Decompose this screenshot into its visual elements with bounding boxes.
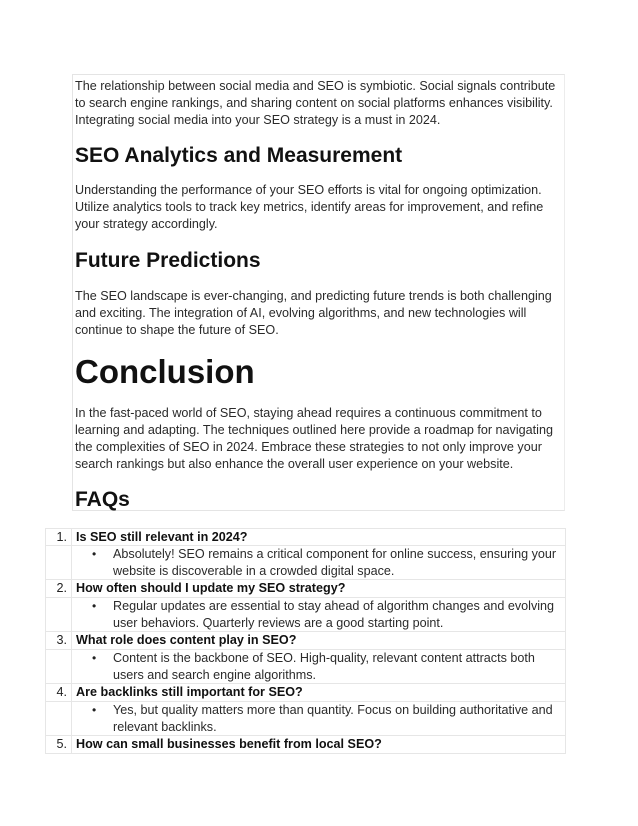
faq-number: 1.: [46, 529, 72, 545]
bullet-icon: •: [92, 547, 97, 561]
faq-number: 5.: [46, 736, 72, 753]
faq-question: How can small businesses benefit from local SEO?: [76, 737, 382, 751]
faq-question-row: [45, 528, 566, 546]
faq-question-row: [45, 580, 566, 598]
faq-question-row: [45, 684, 566, 702]
faq-question: What role does content play in SEO?: [76, 633, 297, 647]
faq-answer-row: [45, 702, 566, 736]
analytics-paragraph: Understanding the performance of your SEO efforts is vital for ongoing optimization. Utilize analytics tools to track key metrics, identify areas for improvement, and refine your strategy accordingly.: [75, 183, 544, 231]
conclusion-heading: Conclusion: [75, 353, 255, 390]
faq-answer: Absolutely! SEO remains a critical component for online success, ensuring your website is discoverable in a crowded digital space.: [113, 547, 557, 578]
faq-answer: Content is the backbone of SEO. High-quality, relevant content attracts both users and search engine algorithms.: [113, 651, 535, 682]
bullet-icon: •: [92, 599, 97, 613]
analytics-heading: SEO Analytics and Measurement: [75, 144, 403, 167]
faq-answer: Yes, but quality matters more than quantity. Focus on building authoritative and relevant backlinks.: [113, 703, 553, 734]
faq-number: 3.: [46, 632, 72, 649]
future-paragraph: The SEO landscape is ever-changing, and predicting future trends is both challenging and exciting. The integration of AI, evolving algorithms, and new technologies will continue to shape the future of SEO.: [75, 289, 552, 337]
faq-answer-row: [45, 546, 566, 580]
faq-question: Are backlinks still important for SEO?: [76, 685, 303, 699]
faq-question-row: [45, 736, 566, 754]
intro-paragraph: The relationship between social media and SEO is symbiotic. Social signals contribute to search engine rankings, and sharing content on social platforms enhances visibility. Integrating social media into your SEO strategy is a must in 2024.: [75, 79, 556, 127]
faq-answer-row: [45, 598, 566, 632]
future-heading: Future Predictions: [75, 249, 261, 272]
faq-number: 2.: [46, 580, 72, 597]
bullet-icon: •: [92, 703, 97, 717]
faq-question-row: [45, 632, 566, 650]
faq-question: Is SEO still relevant in 2024?: [76, 530, 248, 544]
bullet-icon: •: [92, 651, 97, 665]
faq-answer: Regular updates are essential to stay ahead of algorithm changes and evolving user behaviors. Quarterly reviews are a good starting point.: [113, 599, 555, 630]
faq-question: How often should I update my SEO strategy?: [76, 581, 346, 595]
conclusion-paragraph: In the fast-paced world of SEO, staying ahead requires a continuous commitment to learning and adapting. The techniques outlined here provide a roadmap for navigating the complexities of SEO in 2024. Embrace these strategies to not only improve your search rankings but also enhance the overall user experience on your website.: [75, 406, 553, 471]
faq-answer-row: [45, 650, 566, 684]
faq-number: 4.: [46, 684, 72, 701]
faqs-heading: FAQs: [75, 488, 130, 511]
faq-list: [45, 528, 566, 754]
